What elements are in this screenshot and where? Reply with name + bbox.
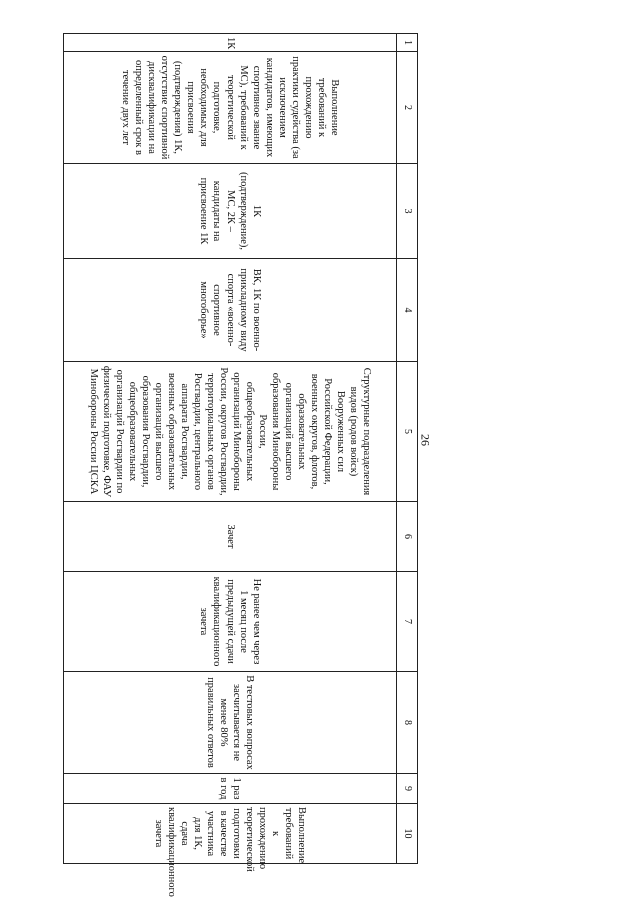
header-cell: 3 <box>397 164 418 259</box>
cell-criteria: В тестовых вопросах засчитывается не менее 80% правильных ответов <box>64 672 397 774</box>
header-cell: 8 <box>397 672 418 774</box>
cell-category: 1К <box>64 34 397 52</box>
cell-form: Зачет <box>64 502 397 572</box>
cell-requirements: Выполнение требований к прохождению практики судейства (за исключением кандидатов, имеющих спортивное звание МС), требований к теоретической подготовке, необходимых для присвоения (подтверждения) 1К, отсутствие спортивной дисквалификации на определенный срок в течение двух лет <box>64 52 397 164</box>
cell-organizations: Структурные подразделения видов (родов войск) Вооруженных сил Российской Федерации, военных округов, флотов, образовательных организаций высшего образования Минобороны России, общеобразовательных организаций Минобороны России, округов Росгвардии, территориальных органов Росгвардии, центрального аппарата Росгвардии, военных образовательных организаций высшего образования Росгвардии, общеобразовательных организаций Росгвардии по физической подготовке, ФАУ Минобороны России ЦСКА <box>64 362 397 502</box>
header-cell: 2 <box>397 52 418 164</box>
cell-candidates: 1К (подтверждение), МС, 2К – кандидаты на присвоение 1К <box>64 164 397 259</box>
header-row <box>397 34 418 864</box>
cell-conditions: Выполнение требований к прохождению теоретической подготовки в качестве участника для 1К, сдача квалификационного зачета <box>64 804 397 864</box>
header-cell: 6 <box>397 502 418 572</box>
header-cell: 1 <box>397 34 418 52</box>
header-cell: 9 <box>397 774 418 804</box>
qualification-table <box>63 33 418 897</box>
cell-commission: ВК, 1К по военно-прикладному виду спорта «военно-спортивное многоборье» <box>64 259 397 362</box>
cell-frequency: 1 раз в год <box>64 774 397 804</box>
header-cell: 4 <box>397 259 418 362</box>
rotated-table-container <box>63 33 418 897</box>
page-number: 26 <box>418 434 433 446</box>
header-cell: 5 <box>397 362 418 502</box>
table-row <box>64 34 397 864</box>
header-cell: 7 <box>397 572 418 672</box>
header-cell: 10 <box>397 804 418 864</box>
cell-timing: Не ранее чем через 1 месяц после предыдущей сдачи квалификационного зачета <box>64 572 397 672</box>
